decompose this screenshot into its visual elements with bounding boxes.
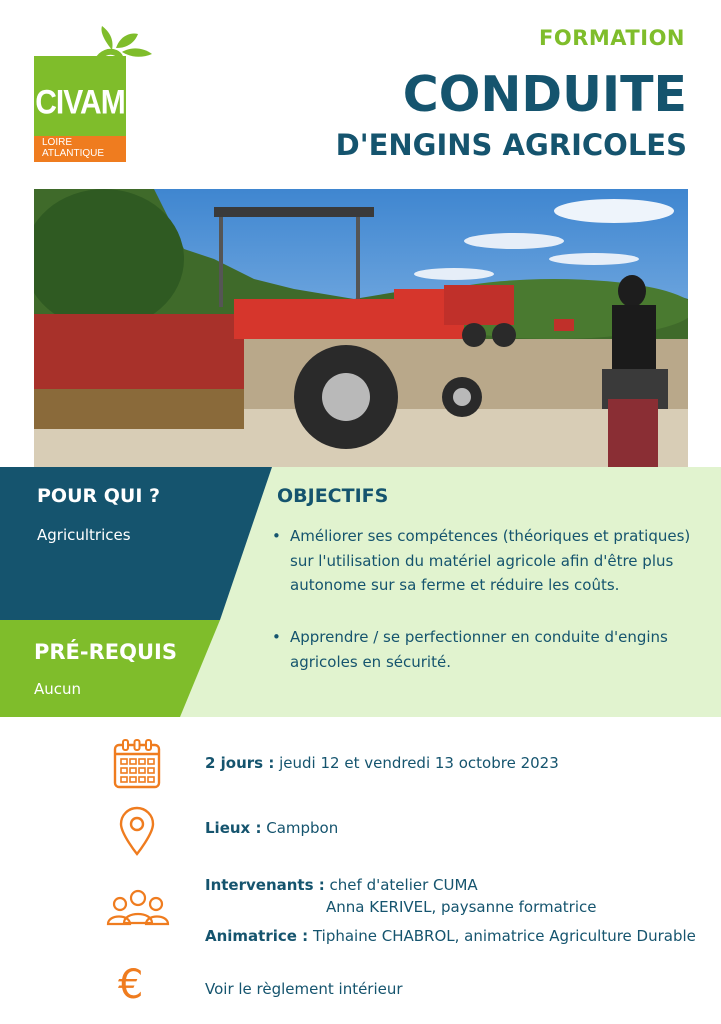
dates-label: 2 jours : [205,754,275,772]
intervenant-1: chef d'atelier CUMA [329,876,478,894]
intervenants-line [205,876,478,894]
people-group-icon [106,889,170,927]
lieux-line [205,819,338,837]
logo-brand-text: CIVAM [35,83,125,122]
location-pin-icon [118,806,156,856]
pre-requis-text: Aucun [34,680,82,698]
tarif-line: Voir le règlement intérieur [205,980,403,998]
objectif-item: • Apprendre / se perfectionner en conduite d'engins agricoles en sécurité. [272,625,702,674]
formation-kicker: FORMATION [539,26,685,50]
pre-requis-heading: PRÉ-REQUIS [34,640,177,664]
civam-logo [34,26,154,162]
lieux-value: Campbon [266,819,339,837]
logo-region-text: LOIRE ATLANTIQUE [42,137,105,159]
bullet-icon: • [272,628,281,646]
photo-tractors [34,189,688,467]
objectifs-heading: OBJECTIFS [277,485,389,507]
intervenants-label: Intervenants : [205,876,325,894]
intervenant-2: Anna KERIVEL, paysanne formatrice [326,898,597,916]
animatrice-value: Tiphaine CHABROL, animatrice Agriculture Durable [312,927,696,945]
pour-qui-text: Agricultrices [37,526,131,544]
pour-qui-heading: POUR QUI ? [37,485,161,507]
lieux-label: Lieux : [205,819,262,837]
page-title: CONDUITE [402,66,687,123]
animatrice-label: Animatrice : [205,927,309,945]
bullet-icon: • [272,527,281,545]
euro-icon: € [118,962,144,1008]
page-subtitle: D'ENGINS AGRICOLES [335,128,687,162]
animatrice-line [205,927,696,945]
dates-value: jeudi 12 et vendredi 13 octobre 2023 [279,754,559,772]
info-band [0,467,721,717]
dates-line [205,754,559,772]
objectif-item: • Améliorer ses compétences (théoriques et pratiques) sur l'utilisation du matériel agricole afin d'être plus autonome sur sa ferme et réduire les coûts. [272,524,702,598]
calendar-icon [113,739,161,789]
